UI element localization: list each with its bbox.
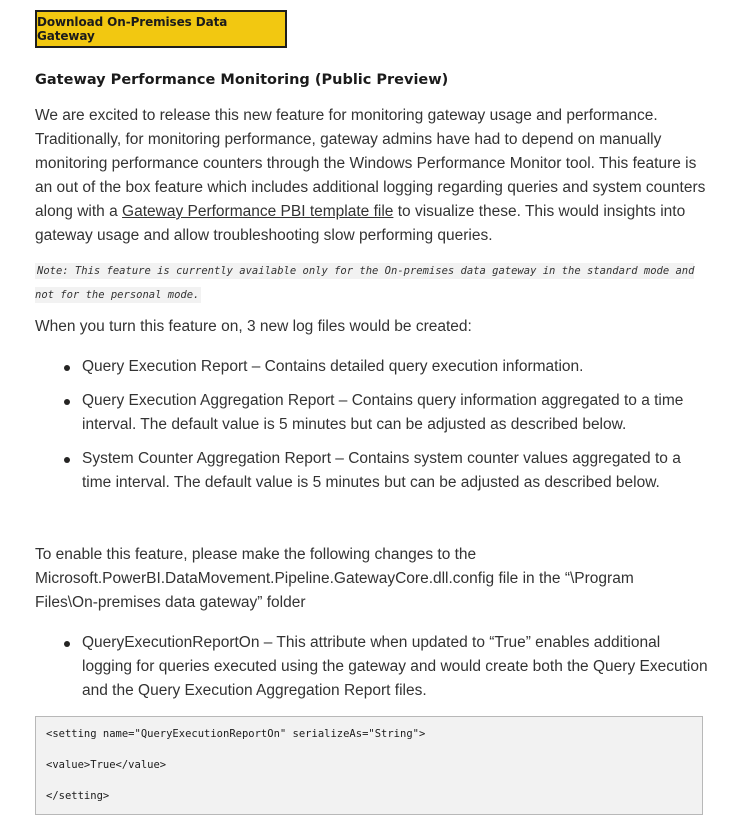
intro-text-after-link: to visualize these. This would insights into gateway usage and allow troubleshooting slow performing queries. — [35, 203, 686, 244]
list-item: System Counter Aggregation Report – Contains system counter values aggregated to a time interval. The default value is 5 minutes but can be adjusted as described below. — [82, 447, 712, 495]
note-text: Note: This feature is currently available only for the On-premises data gateway in the standard mode and not for the personal mode. — [35, 265, 695, 301]
code-line: <value>True</value> — [46, 759, 167, 771]
log-files-intro: When you turn this feature on, 3 new log files would be created: — [35, 318, 472, 335]
code-line: <setting name="QueryExecutionReportOn" serializeAs="String"> — [46, 728, 426, 740]
code-line: </setting> — [46, 790, 110, 802]
performance-template-link[interactable]: Gateway Performance PBI template file — [122, 203, 394, 220]
note-block — [35, 259, 705, 307]
section-heading: Gateway Performance Monitoring (Public Preview) — [35, 72, 449, 88]
list-item: QueryExecutionReportOn – This attribute when updated to “True” enables additional logging for queries executed using the gateway and would create both the Query Execution and the Query Execution Aggregation Report files. — [82, 631, 712, 703]
list-item: Query Execution Aggregation Report – Contains query information aggregated to a time interval. The default value is 5 minutes but can be adjusted as described below. — [82, 389, 712, 437]
intro-paragraph — [35, 104, 715, 248]
code-block — [35, 716, 703, 815]
enable-paragraph: To enable this feature, please make the following changes to the Microsoft.PowerBI.DataMovement.Pipeline.GatewayCore.dll.config file in the “\Program Files\On-premises data gateway” folder — [35, 546, 634, 611]
download-gateway-button[interactable]: Download On-Premises Data Gateway — [35, 10, 287, 48]
settings-list — [82, 631, 712, 703]
list-item: Query Execution Report – Contains detailed query execution information. — [82, 355, 583, 379]
intro-text-before-link: We are excited to release this new feature for monitoring gateway usage and performance. Traditionally, for monitoring performance, gateway admins have had to depend on manually monitoring performance counters through the Windows Performance Monitor tool. This feature is an out of the box feature which includes additional logging regarding queries and system counters along with a — [35, 107, 706, 220]
